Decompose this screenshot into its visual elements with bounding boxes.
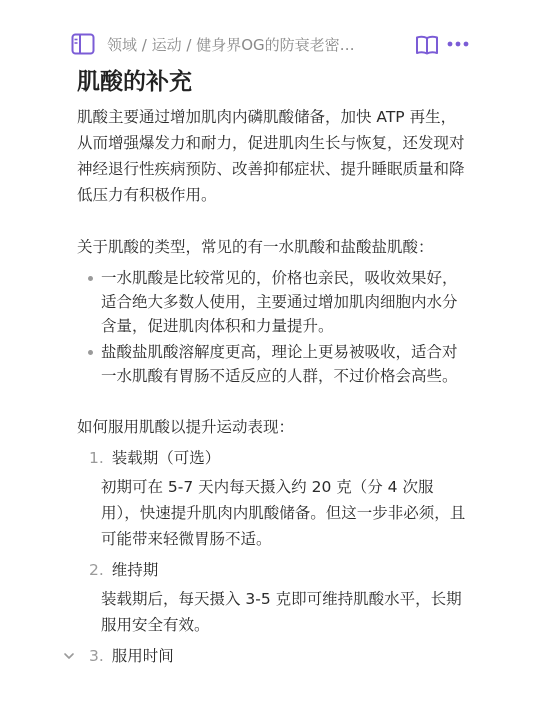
sidebar-icon[interactable] <box>71 33 95 55</box>
list-item <box>77 556 467 638</box>
page-title: 肌酸的补充 <box>77 69 192 95</box>
step-heading <box>77 556 467 584</box>
breadcrumb-item-note[interactable]: 健身界OG的防衰老密… <box>196 36 355 54</box>
step-title: 服用时间 <box>111 647 174 665</box>
breadcrumb-item-domain[interactable]: 领域 <box>107 36 138 54</box>
step-body: 装载期后，每天摄入 3-5 克即可维持肌酸水平，长期服用安全有效。 <box>101 590 462 634</box>
step-number: 2. <box>89 561 104 579</box>
step-title: 装载期（可选） <box>111 449 221 467</box>
list-item <box>77 340 467 388</box>
intro-paragraph: 肌酸主要通过增加肌肉内磷肌酸储备，加快 ATP 再生，从而增强爆发力和耐力，促进肌肉生长与恢复，还发现对神经退行性疾病预防、改善抑郁症状、提升睡眠质量和降低压力有积极作用。 <box>77 108 465 204</box>
usage-intro-paragraph: 如何服用肌酸以提升运动表现： <box>77 418 295 436</box>
step-number: 3. <box>89 647 104 665</box>
chevron-down-icon[interactable] <box>63 650 75 662</box>
list-item-text: 盐酸盐肌酸溶解度更高，理论上更易被吸收，适合对一水肌酸有胃肠不适反应的人群，不过价格会高些。 <box>101 343 458 385</box>
step-heading <box>77 642 467 670</box>
creatine-types-list <box>77 266 467 388</box>
breadcrumb-item-sport[interactable]: 运动 <box>151 36 182 54</box>
list-item-text: 一水肌酸是比较常见的，价格也亲民，吸收效果好，适合绝大多数人使用，主要通过增加肌肉细胞内水分含量，促进肌肉体积和力量提升。 <box>101 269 458 335</box>
book-open-icon[interactable] <box>415 34 439 56</box>
step-heading <box>77 444 467 472</box>
bullet-dot-icon <box>88 276 93 281</box>
types-intro-paragraph: 关于肌酸的类型，常见的有一水肌酸和盐酸盐肌酸： <box>77 238 434 256</box>
more-horizontal-icon[interactable] <box>447 37 469 51</box>
list-item <box>77 266 467 338</box>
document-body <box>77 64 467 670</box>
step-title: 维持期 <box>111 561 159 579</box>
breadcrumb-separator: / <box>137 36 152 54</box>
list-item <box>77 444 467 552</box>
step-body: 初期可在 5-7 天内每天摄入约 20 克（分 4 次服用），快速提升肌肉内肌酸储备。但这一步非必须，且可能带来轻微胃肠不适。 <box>101 478 466 548</box>
step-number: 1. <box>89 449 104 467</box>
list-item <box>77 642 467 670</box>
usage-steps-list <box>77 444 467 670</box>
breadcrumb-separator: / <box>181 36 197 54</box>
breadcrumb <box>107 33 407 57</box>
bullet-dot-icon <box>88 350 93 355</box>
